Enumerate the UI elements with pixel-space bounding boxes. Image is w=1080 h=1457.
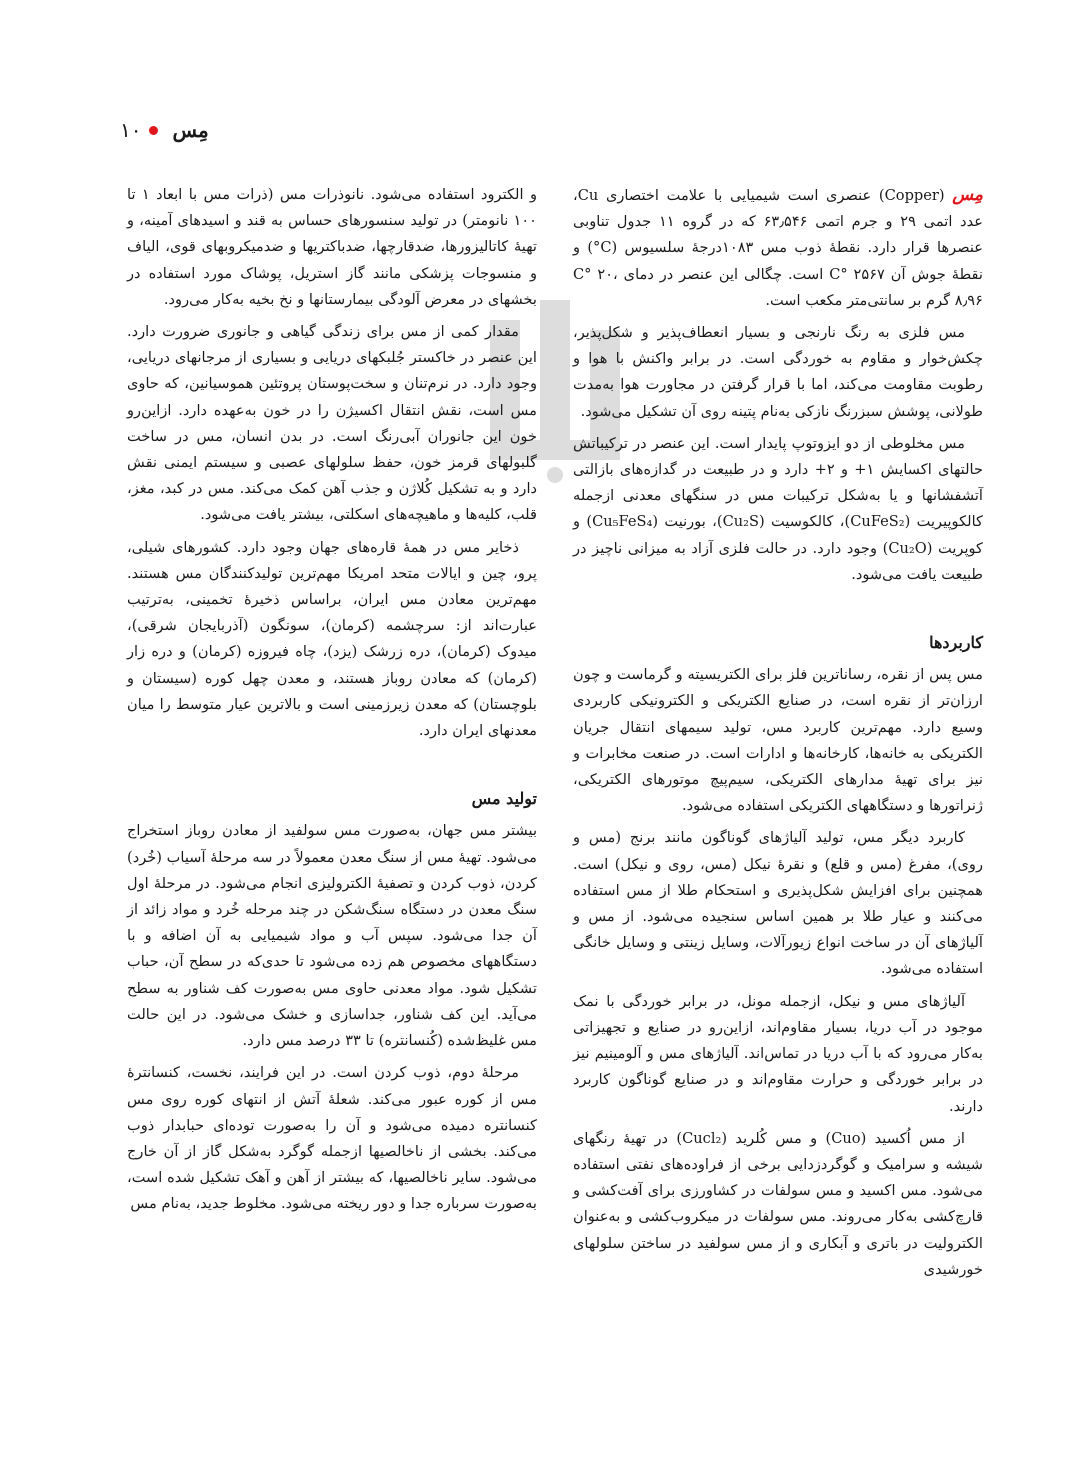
paragraph: از مس اُکسید (Cuo) و مس کُلرید (Cucl₂) در تهیهٔ رنگهای شیشه و سرامیک و گوگردزدایی برخی از فراوده‌های نفتی استفاده می‌شود. مس اکسید و مس سولفات در کشاورزی برای آفت‌کشی و قارچ‌کشی به‌کار می‌روند. مس سولفات در میکروب‌کشی و به‌عنوان الکترولیت در باتری و آبکاری و از مس سولفید در ساختن سلولهای خورشیدی bbox=[573, 1129, 983, 1278]
lead-english: (Copper) bbox=[878, 187, 945, 204]
paragraph: مقدار کمی از مس برای زندگی گیاهی و جانوری ضرورت دارد. این عنصر در خاکستر جُلبکهای دریایی و بسیاری از مرجانهای دریایی، وجود دارد. در نرم‌تنان و سخت‌پوستان پروتئین هموسیانین، که حاوی مس است، نقش انتقال اکسیژن را در خون به‌عهده دارد. ازاین‌رو خون این جانوران آبی‌رنگ است. در بدن انسان، مس در ساخت گلبولهای قرمز خون، حفظ سلولهای عصبی و سیستم ایمنی نقش دارد و به تشکیل کُلاژن و جذب آهن کمک می‌کند. مس در کبد، مغز، قلب، کلیه‌ها و ماهیچه‌های اسکلتی، بیشتر یافت می‌شود. bbox=[127, 323, 537, 524]
page-header bbox=[120, 114, 920, 146]
paragraph: آلیاژهای مس و نیکل، ازجمله مونل، در برابر خوردگی با نمک موجود در آب دریا، بسیار مقاوم‌اند، ازاین‌رو در صنایع و تجهیزاتی به‌کار می‌رود که با آب دریا در تماس‌اند. آلیاژهای مس و آلومینیم نیز در برابر خوردگی و حرارت مقاوم‌اند و در صنایع گوناگون کاربرد دارند. bbox=[573, 992, 983, 1115]
paragraph: مس پس از نقره، رساناترین فلز برای الکتریسیته و گرماست و چون ارزان‌تر از نقره است، در صنایع الکتریکی و الکترونیکی کاربردی وسیع دارد. مهم‌ترین کاربرد مس، تولید سیمهای انتقال جریان الکتریکی به خانه‌ها، کارخانه‌ها و ادارات است. در صنعت مخابرات و نیز برای تهیهٔ مدارهای الکتریکی، سیم‌پیچ موتورهای الکتریکی، ژنراتورها و دستگاههای الکتریکی استفاده می‌شود. bbox=[573, 666, 983, 815]
paragraph-text: عنصری است شیمیایی با علامت اختصاری Cu، عدد اتمی ۲۹ و جرم اتمی ۶۳٫۵۴۶ که در گروه ۱۱ جدول تناوبی عنصرها قرار دارد. نقطهٔ ذوب مس ۱۰۸۳درجهٔ سلسیوس (C°) و نقطهٔ جوش آن C° ۲۵۶۷ است. چگالی این عنصر در دمای C° ۲۰، ۸٫۹۶ گرم بر سانتی‌متر مکعب است. bbox=[573, 187, 983, 309]
header-dot-icon bbox=[149, 126, 158, 135]
paragraph: مس مخلوطی از دو ایزوتوپ پایدار است. این عنصر در ترکیباتش حالتهای اکسایش ۱+ و ۲+ دارد و در طبیعت در گدازه‌های بازالتی آتشفشانها و یا به‌شکل ترکیبات مس در سنگهای معدنی ازجمله کالکوپیریت (CuFeS₂)، کالکوسیت (Cu₂S)، بورنیت (Cu₅FeS₄) و کوپریت (Cu₂O) وجود دارد. در حالت فلزی آزاد به میزانی ناچیز در طبیعت یافت می‌شود. bbox=[573, 434, 984, 583]
right-column bbox=[573, 182, 983, 1289]
paragraph: کاربرد دیگر مس، تولید آلیاژهای گوناگون مانند برنج (مس و روی)، مفرغ (مس و قلع) و نقرهٔ نیکل (مس، روی و نیکل) است. همچنین برای افزایش شکل‌پذیری و استحکام طلا از مس استفاده می‌کنند و عیار طلا بر همین اساس سنجیده می‌شود. از مس و آلیاژهای آن در ساخت انواع زیورآلات، وسایل زینتی و وسایل خانگی استفاده می‌شود. bbox=[573, 829, 983, 978]
section-heading-applications: کاربردها bbox=[929, 633, 983, 653]
page-number: ۱۰ bbox=[120, 118, 142, 142]
left-column bbox=[127, 182, 537, 1224]
paragraph: مس فلزی به رنگ نارنجی و بسیار انعطاف‌پذیر و شکل‌پذیر، چکش‌خوار و مقاوم به خوردگی است. در برابر واکنش با هوا و رطوبت مقاومت می‌کند، اما با قرار گرفتن در مجاورت هوا به‌مدت طولانی، پوشش سبزرنگ نازکی به‌نام پتینه روی آن تشکیل می‌شود. bbox=[573, 324, 983, 420]
paragraph: و الکترود استفاده می‌شود. نانوذرات مس (ذرات مس با ابعاد ۱ تا ۱۰۰ نانومتر) در تولید سنسورهای حساس به قند و اسیدهای آمینه، و تهیهٔ کاتالیزورها، ضدقارچها، ضدباکتریها و ضدمیکروبهای قوی، الیاف و منسوجات پزشکی مانند گاز استریل، پوشاک مورد استفاده در بخشهای در معرض آلودگی بیمارستانها و نخ بخیه به‌کار می‌رود. bbox=[127, 186, 537, 308]
paragraph: ذخایر مس در همهٔ قاره‌های جهان وجود دارد. کشورهای شیلی، پرو، چین و ایالات متحد امریکا مهم‌ترین تولیدکنندگان مس هستند. مهم‌ترین معادن مس ایران، براساس ذخیرهٔ تخمینی، به‌ترتیب عبارت‌اند از: سرچشمه (کرمان)، سونگون (آذربایجان شرقی)، میدوک (کرمان)، دره زرشک (یزد)، چاه فیروزه (کرمان) و دره زار (کرمان) که معادن روباز هستند، و معدن چهل کوره (سیستان و بلوچستان) که معدن زیرزمینی است و بالاترین عیار متوسط را میان معدنهای ایران دارد. bbox=[127, 538, 537, 740]
running-title: مِس bbox=[172, 118, 209, 142]
section-heading-production: تولید مس bbox=[471, 789, 537, 809]
lead-term: مِس bbox=[952, 185, 984, 205]
paragraph: بیشتر مس جهان، به‌صورت مس سولفید از معادن روباز استخراج می‌شود. تهیهٔ مس از سنگ معدن معمولاً در سه مرحلهٔ آسیاب (خُرد) کردن، ذوب کردن و تصفیهٔ الکترولیزی انجام می‌شود. در مرحلهٔ اول سنگ معدن در دستگاه سنگ‌شکن در چند مرحله خُرد و مواد زائد از آن جدا می‌شود. سپس آب و مواد شیمیایی به آن اضافه و با دستگاههای مخصوص هم زده می‌شود تا حدی‌که در سطح آن، حباب تشکیل شود. مواد معدنی حاوی مس به‌صورت کف شناور به سطح می‌آید. این کف شناور، جداسازی و خشک می‌شود. در این حالت مس غلیظ‌شده (کُنسانتره) تا ۳۳ درصد مس دارد. bbox=[127, 822, 537, 1050]
intro-paragraph bbox=[573, 182, 983, 314]
paragraph: مرحلهٔ دوم، ذوب کردن است. در این فرایند، نخست، کنسانترهٔ مس از کوره عبور می‌کند. شعلهٔ آتش از انتهای کوره روی مس کنسانتره دمیده می‌شود و آن را به‌صورت توده‌ای حبابدار ذوب می‌کند. بخشی از ناخالصیها ازجمله گوگرد به‌شکل گاز از آن خارج می‌شود. سایر ناخالصیها، که بیشتر از آهن و آهک تشکیل شده است، به‌صورت سرباره جدا و دور ریخته می‌شود. مخلوط جدید، به‌نام مس bbox=[127, 1064, 537, 1213]
